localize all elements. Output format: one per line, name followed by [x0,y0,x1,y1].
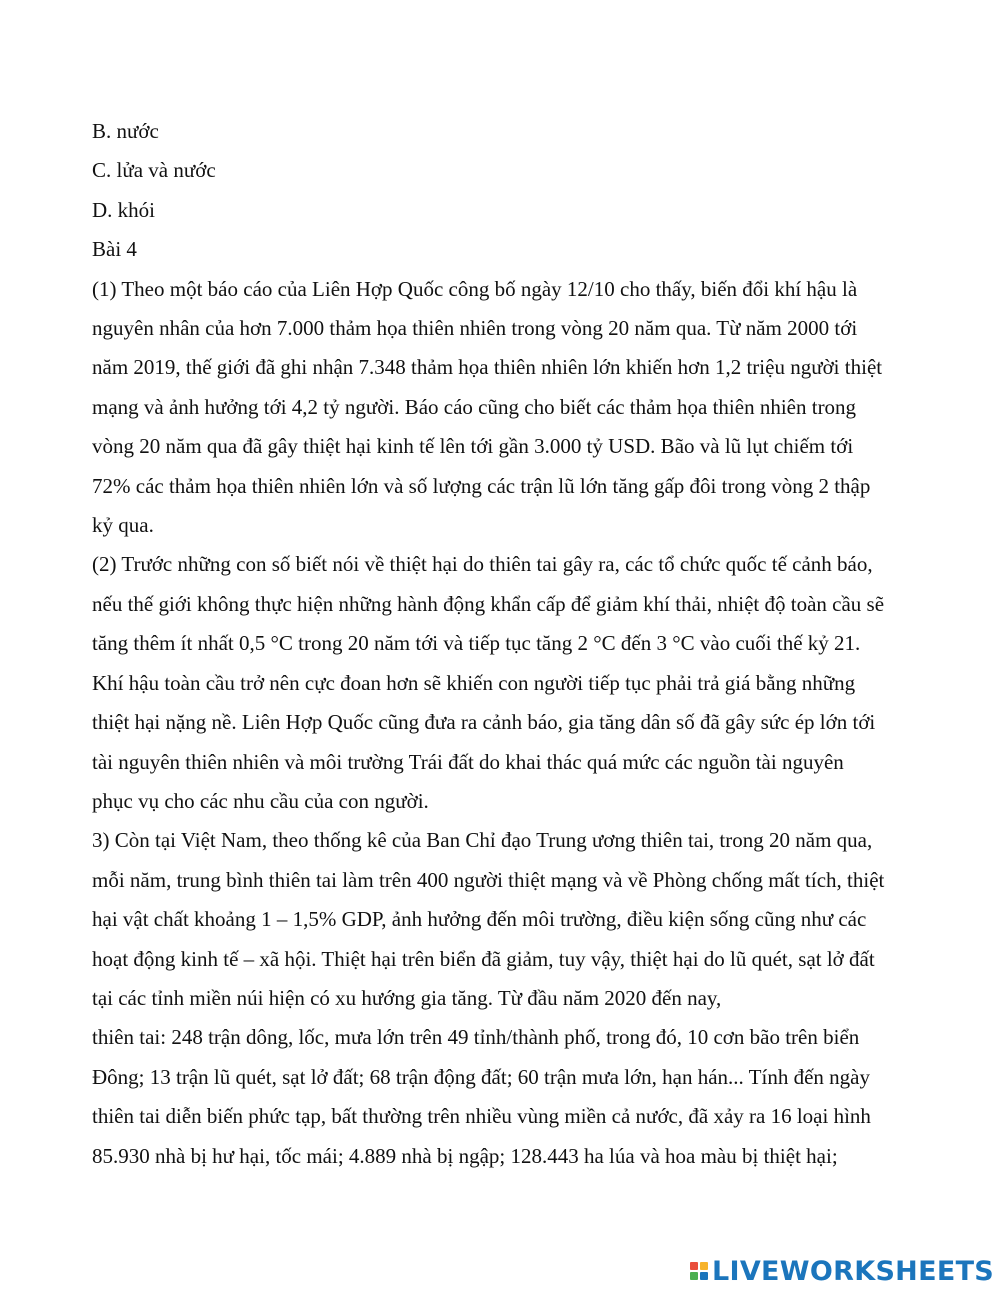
paragraph-1-line: nguyên nhân của hơn 7.000 thảm họa thiên nhiên trong vòng 20 năm qua. Từ năm 2000 tới [92,316,858,341]
paragraph-2-line: tài nguyên thiên nhiên và môi trường Trái đất do khai thác quá mức các nguồn tài nguyên [92,749,844,774]
paragraph-3-line: 3) Còn tại Việt Nam, theo thống kê của Ban Chỉ đạo Trung ương thiên tai, trong 20 năm qua, [92,828,873,853]
logo-square-yellow [700,1262,708,1270]
paragraph-1-line: kỷ qua. [92,513,154,538]
logo-wordmark: LIVEWORKSHEETS [712,1255,995,1287]
paragraph-3-line: thiên tai: 248 trận dông, lốc, mưa lớn trên 49 tỉnh/thành phố, trong đó, 10 cơn bão trên biển [92,1025,860,1050]
paragraph-3-line: Đông; 13 trận lũ quét, sạt lở đất; 68 trận động đất; 60 trận mưa lớn, hạn hán... Tính đến ngày [92,1064,870,1089]
paragraph-1-line: năm 2019, thế giới đã ghi nhận 7.348 thảm họa thiên nhiên lớn khiến hơn 1,2 triệu người thiệt [92,355,883,380]
logo-square-red [690,1262,698,1270]
option-c: C. lửa và nước [92,158,216,183]
logo-square-blue [700,1272,708,1280]
paragraph-1-line: mạng và ảnh hưởng tới 4,2 tỷ người. Báo cáo cũng cho biết các thảm họa thiên nhiên trong [92,394,857,419]
paragraph-2-line: nếu thế giới không thực hiện những hành động khẩn cấp để giảm khí thải, nhiệt độ toàn cầu sẽ [92,591,885,616]
paragraph-3-line: hại vật chất khoảng 1 – 1,5% GDP, ảnh hưởng đến môi trường, điều kiện sống cũng như các [92,907,867,932]
paragraph-2-line: (2) Trước những con số biết nói về thiệt hại do thiên tai gây ra, các tổ chức quốc tế cảnh báo, [92,552,873,577]
paragraph-3-line: tại các tỉnh miền núi hiện có xu hướng gia tăng. Từ đầu năm 2020 đến nay, [92,985,722,1010]
paragraph-2-line: tăng thêm ít nhất 0,5 °C trong 20 năm tới và tiếp tục tăng 2 °C đến 3 °C vào cuối thế kỷ 21. [92,631,861,656]
option-b: B. nước [92,119,159,143]
paragraph-1-line: vòng 20 năm qua đã gây thiệt hại kinh tế lên tới gần 3.000 tỷ USD. Bão và lũ lụt chiếm tới [92,434,854,459]
logo-square-green [690,1272,698,1280]
paragraph-3-line: 85.930 nhà bị hư hại, tốc mái; 4.889 nhà bị ngập; 128.443 ha lúa và hoa màu bị thiệt hại; [92,1143,838,1168]
paragraph-3-line: mỗi năm, trung bình thiên tai làm trên 400 người thiệt mạng và về Phòng chống mất tích, thiệt [92,867,885,892]
liveworksheets-logo[interactable] [690,1254,994,1288]
document-body [92,112,972,1176]
paragraph-2-line: phục vụ cho các nhu cầu của con người. [92,788,429,813]
paragraph-2-line: Khí hậu toàn cầu trở nên cực đoan hơn sẽ khiến con người tiếp tục phải trả giá bằng những [92,670,856,695]
paragraph-3-line: hoạt động kinh tế – xã hội. Thiệt hại trên biển đã giảm, tuy vậy, thiệt hại do lũ quét, sạt lở đất [92,946,875,971]
liveworksheets-logo-icon [690,1262,708,1280]
paragraph-2-line: thiệt hại nặng nề. Liên Hợp Quốc cũng đưa ra cảnh báo, gia tăng dân số đã gây sức ép lớn tới [92,710,876,735]
section-heading: Bài 4 [92,237,137,262]
option-d: D. khói [92,197,155,222]
paragraph-1-line: (1) Theo một báo cáo của Liên Hợp Quốc công bố ngày 12/10 cho thấy, biến đổi khí hậu là [92,276,858,301]
paragraph-3-line: thiên tai diễn biến phức tạp, bất thường trên nhiều vùng miền cả nước, đã xảy ra 16 loại hình [92,1104,871,1129]
paragraph-1-line: 72% các thảm họa thiên nhiên lớn và số lượng các trận lũ lớn tăng gấp đôi trong vòng 2 thập [92,473,871,498]
